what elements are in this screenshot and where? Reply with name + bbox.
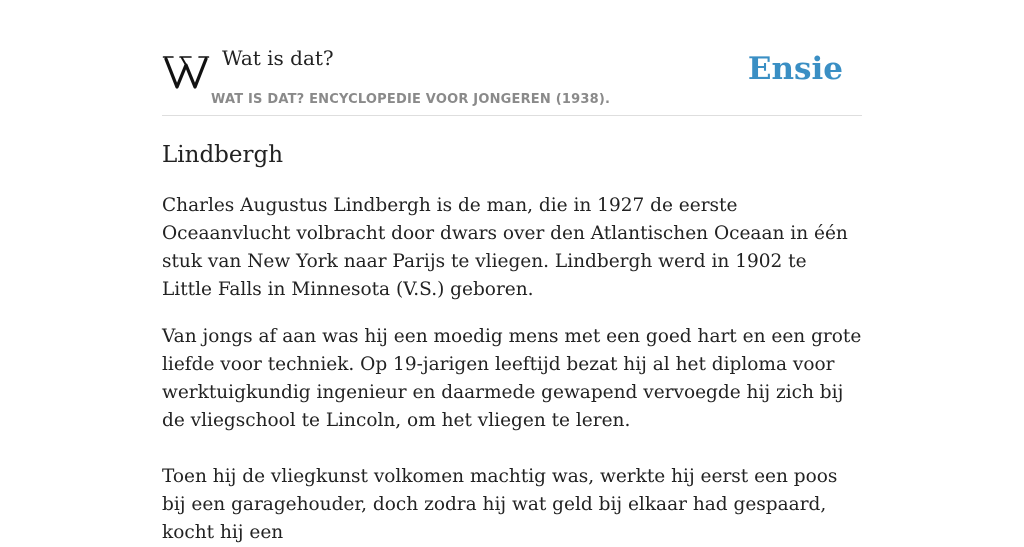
article-paragraph: Charles Augustus Lindbergh is de man, die in 1927 de eerste Oceaanvlucht volbracht door dwars over den Atlantischen Oceaan in één stuk van New York naar Parijs te vliegen. Lindbergh werd in 1902 te Little Falls in Minnesota (V.S.) geboren. <box>162 195 848 300</box>
article-title: Lindbergh <box>162 142 284 168</box>
book-subtitle: WAT IS DAT? ENCYCLOPEDIE VOOR JONGEREN (1938). <box>211 92 611 107</box>
book-title[interactable]: Wat is dat? <box>222 46 334 70</box>
page-header <box>162 0 862 116</box>
brand-logo-link[interactable]: Ensie <box>747 51 843 87</box>
article-body <box>162 192 862 547</box>
article-paragraph: Van jongs af aan was hij een moedig mens met een goed hart en een grote liefde voor techniek. Op 19-jarigen leeftijd bezat hij al het diploma voor werktuigkundig ingenieur en daarmede gewapend vervoegde hij zich bij de vliegschool te Lincoln, om het vliegen te leren. <box>162 326 862 431</box>
article-paragraph: Toen hij de vliegkunst volkomen machtig was, werkte hij eerst een poos bij een garagehouder, doch zodra hij wat geld bij elkaar had gespaard, kocht hij een <box>162 466 838 543</box>
wikipedia-w-logo-icon[interactable] <box>163 50 209 92</box>
page-container <box>162 0 862 543</box>
